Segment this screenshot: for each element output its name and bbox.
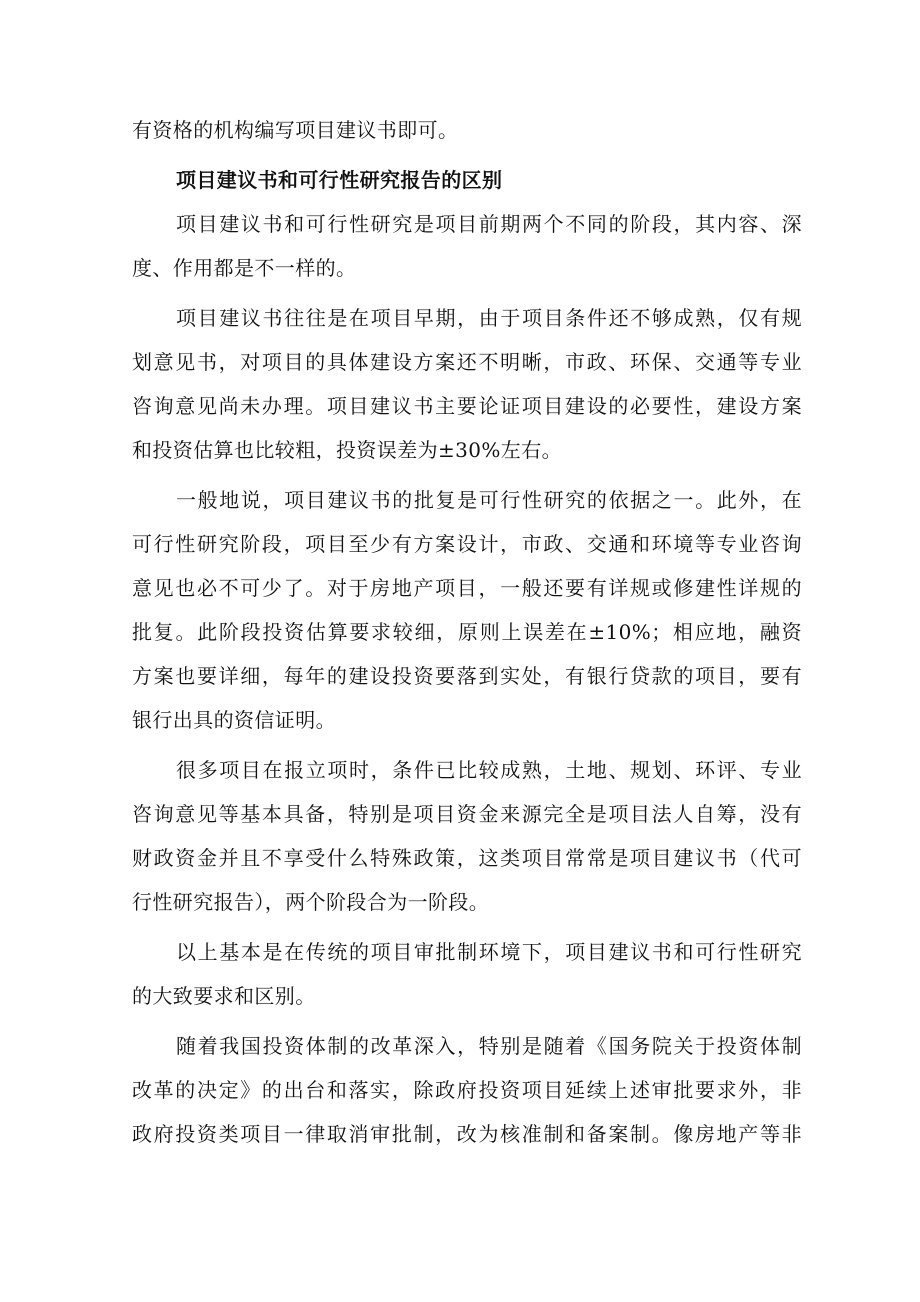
paragraph-line: 很多项目在报立项时，条件已比较成熟，土地、规划、环评、专业 (176, 758, 802, 782)
paragraph-line: 咨询意见等基本具备，特别是项目资金来源完全是项目法人自筹，没有 (132, 802, 802, 826)
paragraph-line: 财政资金并且不享受什么特殊政策，这类项目常常是项目建议书（代可 (132, 846, 802, 870)
paragraph-line: 批复。此阶段投资估算要求较细，原则上误差在±10%；相应地，融资 (132, 620, 802, 644)
paragraph-line: 随着我国投资体制的改革深入，特别是随着《国务院关于投资体制 (176, 1034, 802, 1058)
paragraph-line: 政府投资类项目一律取消审批制，改为核准制和备案制。像房地产等非 (132, 1122, 802, 1146)
paragraph-line: 以上基本是在传统的项目审批制环境下，项目建议书和可行性研究 (176, 940, 802, 964)
paragraph-continuation-line: 有资格的机构编写项目建议书即可。 (132, 118, 459, 142)
paragraph-line: 划意见书，对项目的具体建设方案还不明晰，市政、环保、交通等专业 (132, 350, 802, 374)
paragraph-line: 一般地说，项目建议书的批复是可行性研究的依据之一。此外，在 (176, 488, 802, 512)
paragraph-line: 意见也必不可少了。对于房地产项目，一般还要有详规或修建性详规的 (132, 576, 802, 600)
paragraph-line: 可行性研究阶段，项目至少有方案设计，市政、交通和环境等专业咨询 (132, 532, 802, 556)
paragraph-line: 咨询意见尚未办理。项目建议书主要论证项目建设的必要性，建设方案 (132, 394, 802, 418)
paragraph-line: 方案也要详细，每年的建设投资要落到实处，有银行贷款的项目，要有 (132, 664, 802, 688)
section-heading: 项目建议书和可行性研究报告的区别 (176, 168, 503, 192)
paragraph-line: 度、作用都是不一样的。 (132, 256, 357, 280)
paragraph-line: 行性研究报告），两个阶段合为一阶段。 (132, 890, 490, 914)
paragraph-line: 和投资估算也比较粗，投资误差为±30%左右。 (132, 438, 563, 462)
paragraph-line: 项目建议书往往是在项目早期，由于项目条件还不够成熟，仅有规 (176, 306, 802, 330)
paragraph-line: 的大致要求和区别。 (132, 984, 316, 1008)
paragraph-line: 项目建议书和可行性研究是项目前期两个不同的阶段，其内容、深 (176, 212, 802, 236)
paragraph-line: 银行出具的资信证明。 (132, 708, 336, 732)
paragraph-line: 改革的决定》的出台和落实，除政府投资项目延续上述审批要求外，非 (132, 1078, 802, 1102)
